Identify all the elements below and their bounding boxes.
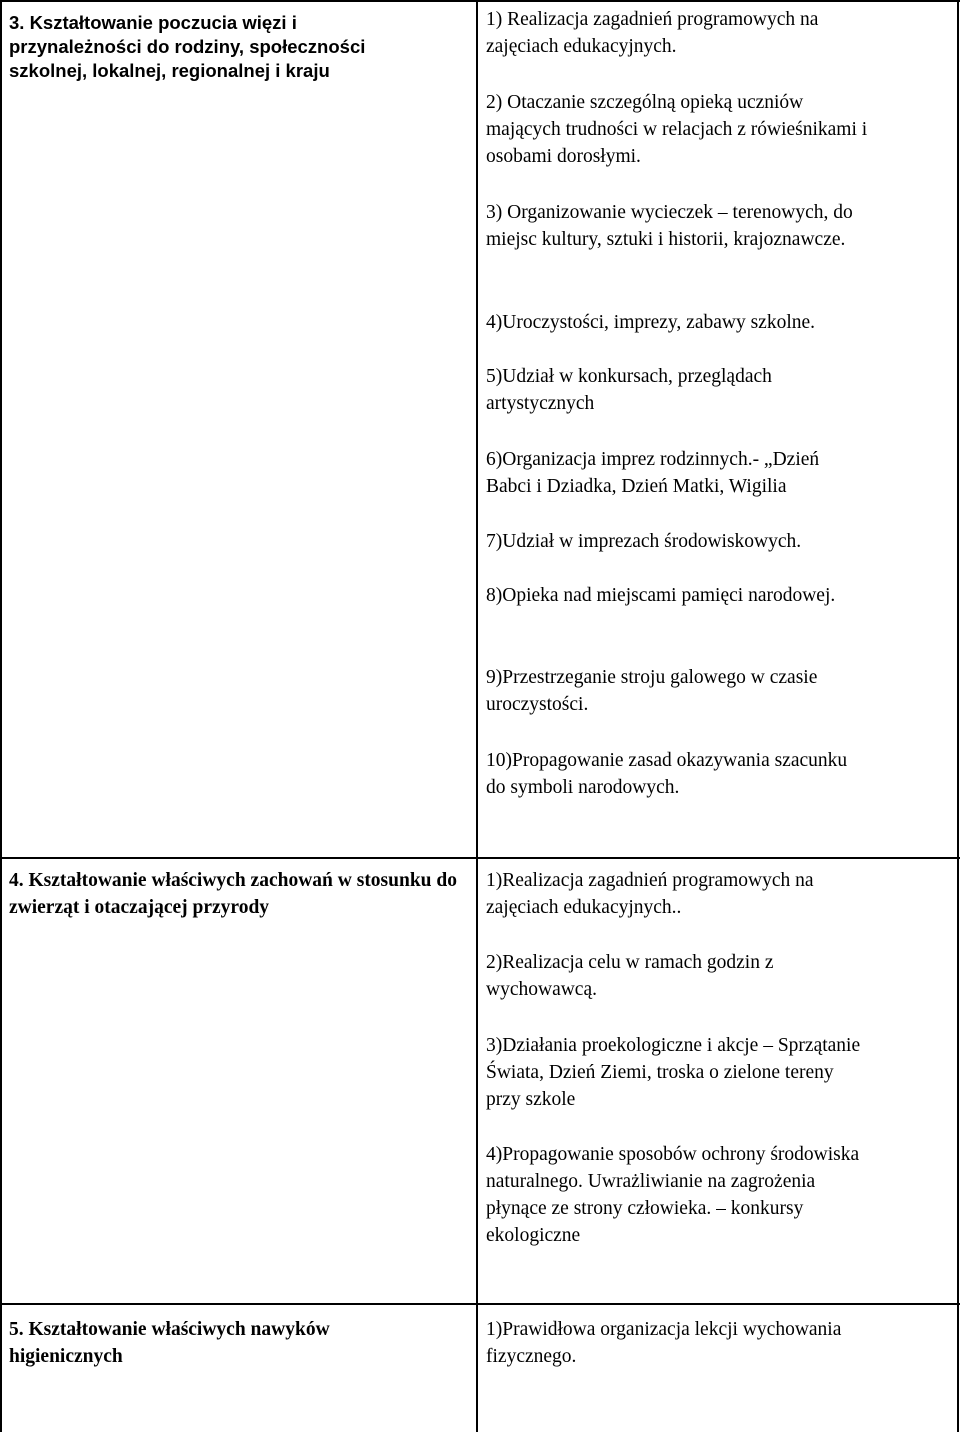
row-3-item-7: 7)Udział w imprezach środowiskowych. [486, 531, 802, 552]
row-5-item-1: 1)Prawidłowa organizacja lekcji wychowania fizycznego. [486, 1319, 842, 1367]
row-3-item-8: 8)Opieka nad miejscami pamięci narodowej. [486, 585, 836, 606]
row-3-heading: 3. Kształtowanie poczucia więzi i przynależności do rodziny, społeczności szkolnej, lokalnej, regionalnej i kraju [9, 12, 366, 81]
row-3-item-2: 2) Otaczanie szczególną opieką uczniów mających trudności w relacjach z rówieśnikami i osobami dorosłymi. [486, 92, 868, 167]
table-border-top [0, 0, 960, 2]
row-divider-1 [0, 857, 960, 859]
row-divider-2 [0, 1303, 960, 1305]
row-3-item-9: 9)Przestrzeganie stroju galowego w czasie uroczystości. [486, 667, 818, 715]
table-border-right [957, 0, 959, 1432]
row-3-item-6: 6)Organizacja imprez rodzinnych.- „Dzień Babci i Dziadka, Dzień Matki, Wigilia [486, 449, 820, 497]
row-4-item-1: 1)Realizacja zagadnień programowych na zajęciach edukacyjnych.. [486, 870, 814, 918]
row-3-item-5: 5)Udział w konkursach, przeglądach artystycznych [486, 366, 772, 414]
row-4-item-3: 3)Działania proekologiczne i akcje – Sprzątanie Świata, Dzień Ziemi, troska o zielone tereny przy szkole [486, 1035, 861, 1110]
row-3-item-1: 1) Realizacja zagadnień programowych na zajęciach edukacyjnych. [486, 9, 819, 57]
row-3-item-4: 4)Uroczystości, imprezy, zabawy szkolne. [486, 312, 816, 333]
row-4-item-4: 4)Propagowanie sposobów ochrony środowiska naturalnego. Uwrażliwianie na zagrożenia płynące ze strony człowieka. – konkursy ekologiczne [486, 1144, 860, 1246]
row-3-item-10: 10)Propagowanie zasad okazywania szacunku do symboli narodowych. [486, 750, 848, 798]
column-divider [476, 0, 478, 1432]
row-3-item-3: 3) Organizowanie wycieczek – terenowych, do miejsc kultury, sztuki i historii, krajoznawcze. [486, 202, 853, 250]
row-4-heading: 4. Kształtowanie właściwych zachowań w stosunku do zwierząt i otaczającej przyrody [9, 870, 457, 918]
table-border-left [0, 0, 2, 1432]
row-5-heading: 5. Kształtowanie właściwych nawyków higienicznych [9, 1319, 330, 1367]
row-4-item-2: 2)Realizacja celu w ramach godzin z wychowawcą. [486, 952, 774, 1000]
